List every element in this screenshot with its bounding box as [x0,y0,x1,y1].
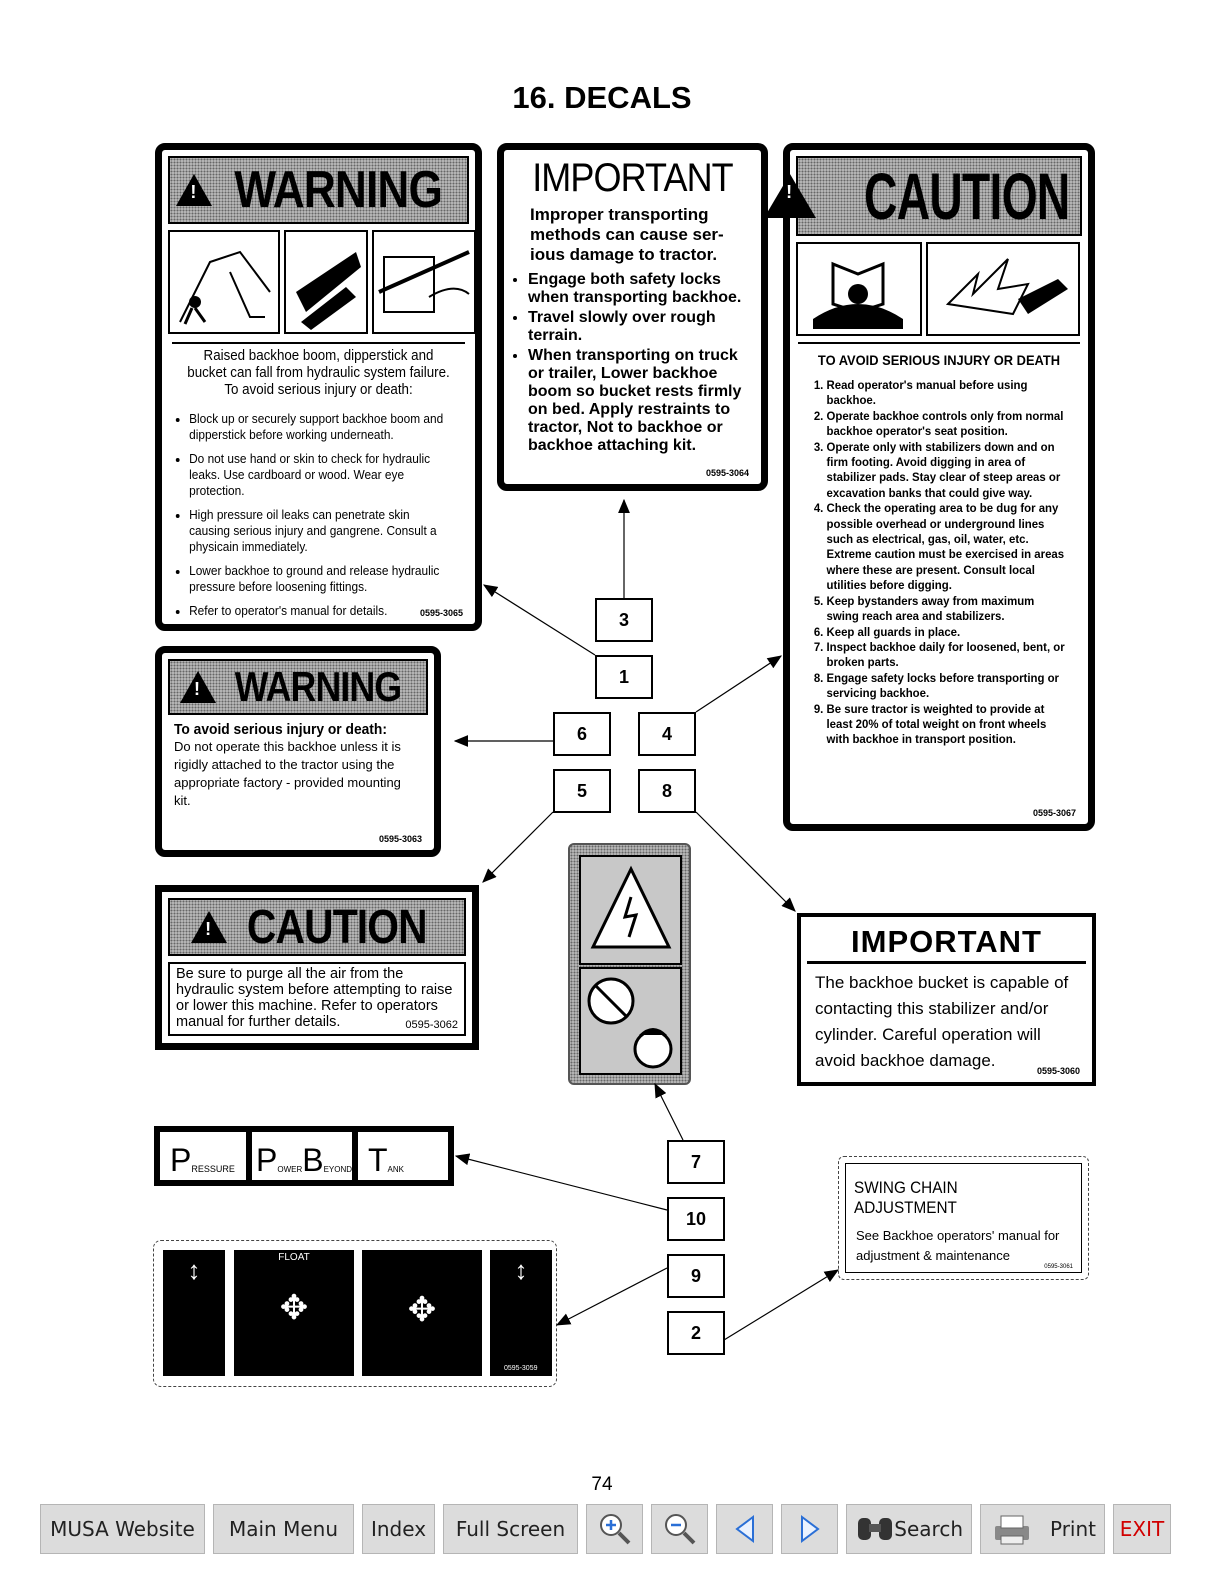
warning-banner: ! WARNING [168,156,469,224]
decal-code: 0595-3064 [705,468,749,478]
important-3064-lead: Improper transporting methods can cause ser-ious damage to tractor. [530,205,724,264]
list-item: 6. Keep all guards in place. [827,625,1066,640]
triangle-right-icon [798,1514,822,1544]
list-item: 3. Operate only with stabilizers down and on firm footing. Avoid digging in area of stabilizer pads. Stay clear of steep areas or excavation banks that could give way. [827,440,1066,502]
decal-code: 0595-3059 [504,1365,538,1372]
control-panel-3: ✥ [362,1250,482,1376]
zoom-out-button[interactable] [651,1504,708,1554]
callout-1: 1 [595,655,653,699]
printer-icon [989,1512,1033,1546]
callout-10: 10 [667,1197,725,1241]
swing-chain-body: See Backhoe operators' manual for adjustment & maintenance [856,1228,1060,1263]
swing-chain-title: SWING CHAIN ADJUSTMENT [854,1178,958,1217]
arrow-1 [484,585,595,655]
main-menu-button[interactable]: Main Menu [213,1504,354,1554]
next-page-button[interactable] [781,1504,838,1554]
callout-4: 4 [638,712,696,756]
four-way-arrows-icon: ✥ [279,1289,309,1327]
list-item: • High pressure oil leaks can penetrate skin causing serious injury and gangrene. Consult a physicain immediately. [189,507,450,555]
index-button[interactable]: Index [362,1504,435,1554]
list-item: 9. Be sure tractor is weighted to provide at least 20% of total weight on front wheels with backhoe in transport position. [827,702,1066,748]
list-item: 1. Read operator's manual before using backhoe. [827,378,1066,409]
arrow-2 [724,1270,838,1340]
list-item: • Block up or securely support backhoe boom and dipperstick before working underneath. [189,411,450,443]
list-item: 4. Check the operating area to be dug for any possible overhead or underground lines such as electrical, gas, oil, water, etc. Extreme caution must be exercised in areas where these are present. Consult local utilities before digging. [827,501,1066,593]
previous-page-button[interactable] [716,1504,773,1554]
warning-3063-heading: To avoid serious injury or death: [174,721,387,738]
caution-3062-body: Be sure to purge all the air from the hydraulic system before attempting to raise or lower this machine. Refer to operators manual for further details. [176,966,453,1030]
decal-code: 0595-3065 [419,608,463,618]
navigation-toolbar [40,1504,1171,1554]
important-3064-banner: IMPORTANT [532,156,733,200]
callout-7: 7 [667,1140,725,1184]
caution-3067-heading: TO AVOID SERIOUS INJURY OR DEATH [817,352,1061,368]
callout-2: 2 [667,1311,725,1355]
caution-banner: ! CAUTION [796,156,1082,236]
exit-button[interactable]: EXIT [1113,1504,1171,1554]
print-button[interactable]: Print [980,1504,1105,1554]
decal-code: 0595-3063 [378,834,422,844]
list-item: 5. Keep bystanders away from maximum swing reach area and stabilizers. [827,594,1066,625]
callout-8: 8 [638,769,696,813]
control-panel-1: ↕ [163,1250,225,1376]
callout-6: 6 [553,712,611,756]
decal-code: 0595-3067 [1032,808,1076,818]
page-title: 16. DECALS [512,80,692,115]
page-number: 74 [591,1474,613,1495]
list-item: • Engage both safety locks when transporting backhoe. [528,271,751,307]
list-item: • Refer to operator's manual for details. [189,603,450,619]
arrow-7 [655,1084,683,1140]
float-label: FLOAT [278,1252,310,1263]
warning-banner: ! WARNING [168,659,428,715]
control-panel-4: ↕ [490,1250,552,1376]
zoom-in-icon [598,1512,632,1546]
callout-3: 3 [595,598,653,642]
arrow-5 [483,812,553,882]
zoom-in-button[interactable] [586,1504,643,1554]
arrow-10 [456,1156,667,1210]
list-item: • Do not use hand or skin to check for hydraulic leaks. Use cardboard or wood. Wear eye protection. [189,451,450,499]
caution-banner: ! CAUTION [168,898,466,956]
musa-website-button[interactable]: MUSA Website [40,1504,205,1554]
list-item: • When transporting on truck or trailer, Lower backhoe boom so bucket rests firmly on bed. Apply restraints to tractor, Not to backhoe or backhoe attaching kit. [528,347,751,455]
callout-5: 5 [553,769,611,813]
decal-code: 0595-3060 [1036,1066,1080,1076]
label-tank: T ANK [358,1132,448,1180]
decal-code: 0595-3061 [1044,1264,1073,1270]
zoom-out-icon [663,1512,697,1546]
arrow-8 [696,812,795,911]
warning-3065-heading: Raised backhoe boom, dipperstick and bucket can fall from hydraulic system failure. To avoid serious injury or death: [187,348,450,398]
label-power-beyond: P OWER B EYOND [252,1132,352,1180]
list-item: 2. Operate backhoe controls only from normal backhoe operator's seat position. [827,409,1066,440]
binoculars-icon [855,1514,894,1544]
arrow-9 [557,1268,667,1325]
important-3060-body: The backhoe bucket is capable of contacting this stabilizer and/or cylinder. Careful operation will avoid backhoe damage. [815,973,1069,1070]
list-item: • Lower backhoe to ground and release hydraulic pressure before loosening fittings. [189,563,450,595]
list-item: • Travel slowly over rough terrain. [528,309,751,345]
search-button[interactable]: Search [846,1504,972,1554]
triangle-left-icon [733,1514,757,1544]
callout-9: 9 [667,1254,725,1298]
arrow-4 [696,656,781,712]
important-3060-banner: IMPORTANT [807,917,1086,964]
full-screen-button[interactable]: Full Screen [443,1504,578,1554]
warning-3063-body: Do not operate this backhoe unless it is rigidly attached to the tractor using the appropriate factory - provided mounting kit. [174,739,401,808]
decal-code: 0595-3062 [405,1019,458,1031]
label-pressure: P RESSURE [160,1132,246,1180]
list-item: 7. Inspect backhoe daily for loosened, bent, or broken parts. [827,640,1066,671]
list-item: 8. Engage safety locks before transporting or servicing backhoe. [827,671,1066,702]
